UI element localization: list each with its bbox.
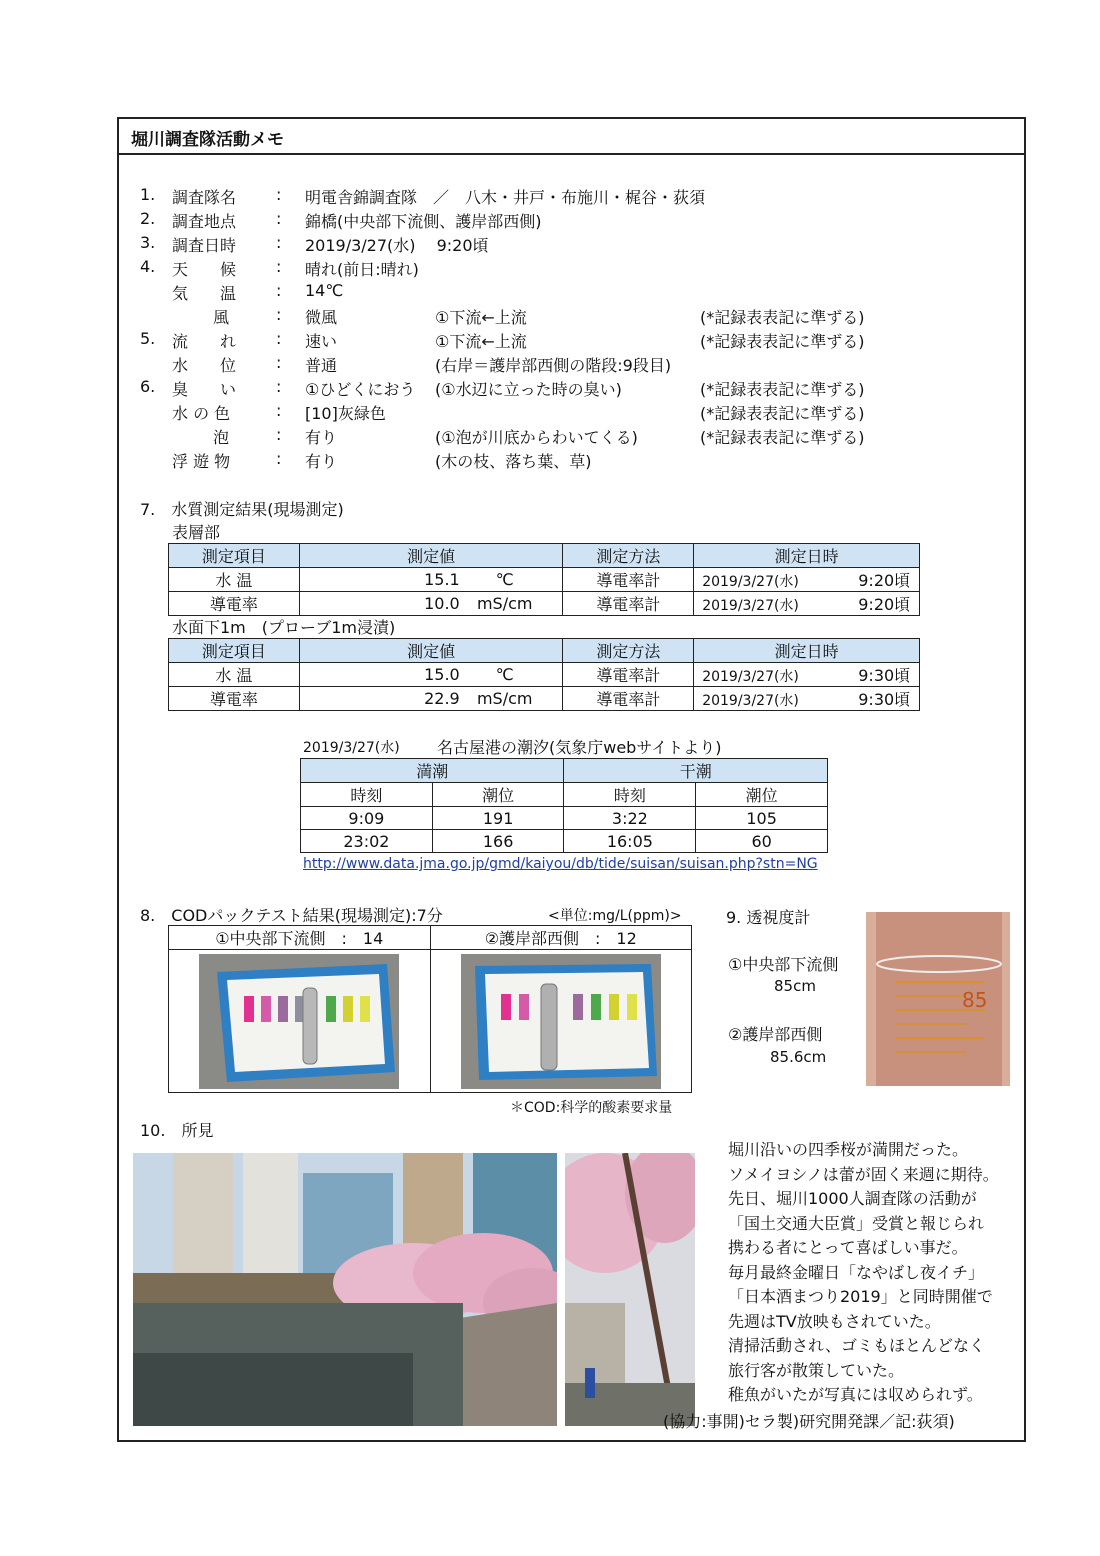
measure-date: 2019/3/27(水) — [702, 693, 799, 709]
credit-line: (協力:事開)セラ製)研究開発課／記:荻須) — [663, 1412, 955, 1431]
findings-line: 堀川沿いの四季桜が満開だった。 — [728, 1140, 969, 1159]
measure-value: 15.0 — [424, 665, 460, 684]
cod-result-2: ②護岸部西側 : 12 — [430, 926, 692, 950]
measure-value: 15.1 — [424, 570, 460, 589]
measure-time: 9:20頃 — [858, 571, 911, 590]
header-date: 測定日時 — [694, 544, 920, 568]
findings-line: 毎月最終金曜日「なやばし夜イチ」 — [728, 1262, 985, 1282]
measure-item: 導電率 — [169, 592, 300, 616]
item-colon: : — [276, 257, 282, 276]
item-detail: ①下流←上流 — [435, 332, 527, 351]
measure-unit: mS/cm — [476, 689, 533, 708]
findings-line: 携わる者にとって喜ばしい事だ。 — [728, 1238, 968, 1257]
measure-method: 導電率計 — [563, 568, 694, 592]
item-label: 浮 遊 物 — [172, 452, 231, 471]
measure-item: 導電率 — [169, 687, 300, 711]
level-header: 潮位 — [432, 783, 564, 807]
level-header: 潮位 — [696, 783, 828, 807]
item-value: 速い — [305, 332, 338, 351]
findings-line: 「国土交通大臣賞」受賞と報じられ — [728, 1213, 985, 1233]
tide-date: 2019/3/27(水) — [303, 740, 400, 756]
transparency-heading: 9. 透視度計 — [726, 908, 811, 927]
item-value: 2019/3/27(水) 9:20頃 — [305, 236, 489, 255]
item-colon: : — [276, 305, 282, 324]
deep-header-row — [169, 639, 920, 663]
item-note: (*記録表表記に準ずる) — [700, 308, 865, 327]
item-label: 水 の 色 — [172, 404, 231, 423]
findings-line: 旅行客が散策していた。 — [728, 1360, 905, 1380]
item-detail: (①泡が川底からわいてくる) — [435, 428, 638, 447]
item-detail: (右岸＝護岸部西側の階段:9段目) — [435, 356, 672, 375]
measurement-row — [169, 568, 920, 592]
item-value: 普通 — [305, 356, 338, 375]
low-tide-time: 16:05 — [564, 830, 696, 853]
measurement-row — [169, 687, 920, 711]
item-colon: : — [276, 329, 282, 348]
measure-date: 2019/3/27(水) — [702, 669, 799, 685]
header-item: 測定項目 — [169, 544, 300, 568]
water-quality-heading: 7. 水質測定結果(現場測定) — [140, 500, 344, 519]
measure-method: 導電率計 — [563, 592, 694, 616]
item-label: 臭 い — [172, 380, 237, 399]
findings-line: 稚魚がいたが写真には収められず。 — [728, 1385, 983, 1404]
surface-header-row — [169, 544, 920, 568]
item-note: (*記録表表記に準ずる) — [700, 332, 865, 351]
header-value: 測定値 — [299, 639, 563, 663]
cod-result-1: ①中央部下流側 : 14 — [169, 926, 431, 950]
item-number: 2. — [140, 209, 156, 228]
cod-photo-2 — [431, 950, 692, 1092]
item-label: 気 温 — [172, 284, 237, 303]
item-label: 天 候 — [172, 260, 237, 279]
item-value: 有り — [305, 452, 338, 471]
item-label: 泡 — [213, 428, 230, 447]
measure-value: 10.0 — [424, 594, 460, 613]
item-value: ①ひどくにおう — [305, 380, 416, 399]
measure-unit: ℃ — [495, 665, 514, 684]
item-detail: (①水辺に立った時の臭い) — [435, 380, 622, 399]
tide-table — [300, 758, 828, 853]
item-value: 有り — [305, 428, 338, 447]
item-value: [10]灰緑色 — [305, 404, 386, 423]
cod-table — [168, 925, 692, 1093]
river-scene-photo — [133, 1153, 557, 1426]
item-colon: : — [276, 353, 282, 372]
measure-value: 22.9 — [424, 689, 460, 708]
transparency-point1-value: 85cm — [774, 977, 816, 995]
tide-source-link[interactable]: http://www.data.jma.go.jp/gmd/kaiyou/db/tide/suisan/suisan.php?stn=NG — [303, 856, 818, 872]
measure-date: 2019/3/27(水) — [702, 598, 799, 614]
cod-unit: <単位:mg/L(ppm)> — [548, 908, 682, 924]
high-tide-level: 191 — [432, 807, 564, 830]
header-date: 測定日時 — [694, 639, 920, 663]
measure-method: 導電率計 — [563, 663, 694, 687]
item-value: 明電舎錦調査隊 ／ 八木・井戸・布施川・梶谷・荻須 — [305, 188, 706, 207]
cod-heading: 8. CODパックテスト結果(現場測定):7分 — [140, 906, 443, 925]
findings-line: 「日本酒まつり2019」と同時開催で — [728, 1287, 993, 1306]
time-header: 時刻 — [564, 783, 696, 807]
item-label: 風 — [213, 308, 230, 327]
high-tide-time: 23:02 — [301, 830, 433, 853]
item-colon: : — [276, 377, 282, 396]
high-tide-header: 満潮 — [301, 759, 564, 783]
findings-line: ソメイヨシノは蕾が固く来週に期待。 — [728, 1164, 999, 1184]
item-number: 5. — [140, 329, 156, 348]
measure-unit: ℃ — [495, 570, 514, 589]
findings-line: 先週はTV放映もされていた。 — [728, 1311, 941, 1331]
cherry-blossom-scene-photo — [565, 1153, 695, 1426]
tide-row — [301, 830, 828, 853]
cod-footnote: ＊COD:科学的酸素要求量 — [510, 1100, 673, 1116]
low-tide-header: 干潮 — [564, 759, 828, 783]
item-label: 調査日時 — [172, 236, 237, 255]
cherry-blossom-photo — [565, 1153, 695, 1426]
item-note: (*記録表表記に準ずる) — [700, 404, 865, 423]
tide-row — [301, 807, 828, 830]
item-number: 3. — [140, 233, 156, 252]
item-number: 1. — [140, 185, 156, 204]
transparency-point2-value: 85.6cm — [770, 1048, 827, 1066]
item-value: 微風 — [305, 308, 338, 327]
deep-table — [168, 638, 920, 711]
memo-header — [119, 119, 1024, 155]
item-detail: ①下流←上流 — [435, 308, 527, 327]
high-tide-time: 9:09 — [301, 807, 433, 830]
item-value: 晴れ(前日:晴れ) — [305, 260, 419, 279]
high-tide-level: 166 — [432, 830, 564, 853]
low-tide-level: 105 — [696, 807, 828, 830]
item-number: 4. — [140, 257, 156, 276]
item-value: 14℃ — [305, 281, 344, 300]
measurement-row — [169, 592, 920, 616]
item-note: (*記録表表記に準ずる) — [700, 428, 865, 447]
item-colon: : — [276, 401, 282, 420]
cod-photo-1 — [169, 950, 430, 1092]
transparency-gauge-drawing — [866, 912, 1010, 1086]
measure-method: 導電率計 — [563, 687, 694, 711]
item-colon: : — [276, 209, 282, 228]
header-method: 測定方法 — [563, 639, 694, 663]
low-tide-time: 3:22 — [564, 807, 696, 830]
findings-line: 清掃活動され、ゴミもほとんどなく — [728, 1336, 985, 1355]
measure-time: 9:30頃 — [858, 690, 911, 709]
item-label: 調査隊名 — [172, 188, 237, 207]
gauge-mark-label: 85 — [962, 988, 988, 1012]
measurement-row — [169, 663, 920, 687]
deep-label: 水面下1m (プローブ1m浸漬) — [172, 618, 396, 637]
item-colon: : — [276, 233, 282, 252]
measure-unit: mS/cm — [476, 594, 533, 613]
tide-caption: 名古屋港の潮汐(気象庁webサイトより) — [437, 738, 722, 757]
time-header: 時刻 — [301, 783, 433, 807]
header-method: 測定方法 — [563, 544, 694, 568]
item-note: (*記録表表記に準ずる) — [700, 380, 865, 399]
item-label: 流 れ — [172, 332, 237, 351]
measure-time: 9:30頃 — [858, 666, 911, 685]
item-colon: : — [276, 185, 282, 204]
item-detail: (木の枝、落ち葉、草) — [435, 452, 592, 471]
transparency-point1-label: ①中央部下流側 — [728, 955, 839, 974]
header-item: 測定項目 — [169, 639, 300, 663]
measure-item: 水 温 — [169, 568, 300, 592]
transparency-point2-label: ②護岸部西側 — [728, 1025, 823, 1044]
cod-test-card-photo — [199, 954, 399, 1089]
item-colon: : — [276, 449, 282, 468]
cod-test-card-photo — [461, 954, 661, 1089]
measure-time: 9:20頃 — [858, 595, 911, 614]
river-photo — [133, 1153, 557, 1426]
surface-table — [168, 543, 920, 616]
findings-line: 先日、堀川1000人調査隊の活動が — [728, 1189, 977, 1208]
item-number: 6. — [140, 377, 156, 396]
measure-item: 水 温 — [169, 663, 300, 687]
item-colon: : — [276, 425, 282, 444]
item-label: 水 位 — [172, 356, 237, 375]
measure-date: 2019/3/27(水) — [702, 574, 799, 590]
transparency-gauge-photo — [866, 912, 1010, 1086]
findings-heading: 10. 所見 — [140, 1121, 214, 1140]
page-title: 堀川調査隊活動メモ — [131, 130, 284, 150]
surface-label: 表層部 — [172, 523, 221, 542]
low-tide-level: 60 — [696, 830, 828, 853]
item-colon: : — [276, 281, 282, 300]
item-label: 調査地点 — [172, 212, 237, 231]
item-value: 錦橋(中央部下流側、護岸部西側) — [305, 212, 542, 231]
header-value: 測定値 — [299, 544, 563, 568]
